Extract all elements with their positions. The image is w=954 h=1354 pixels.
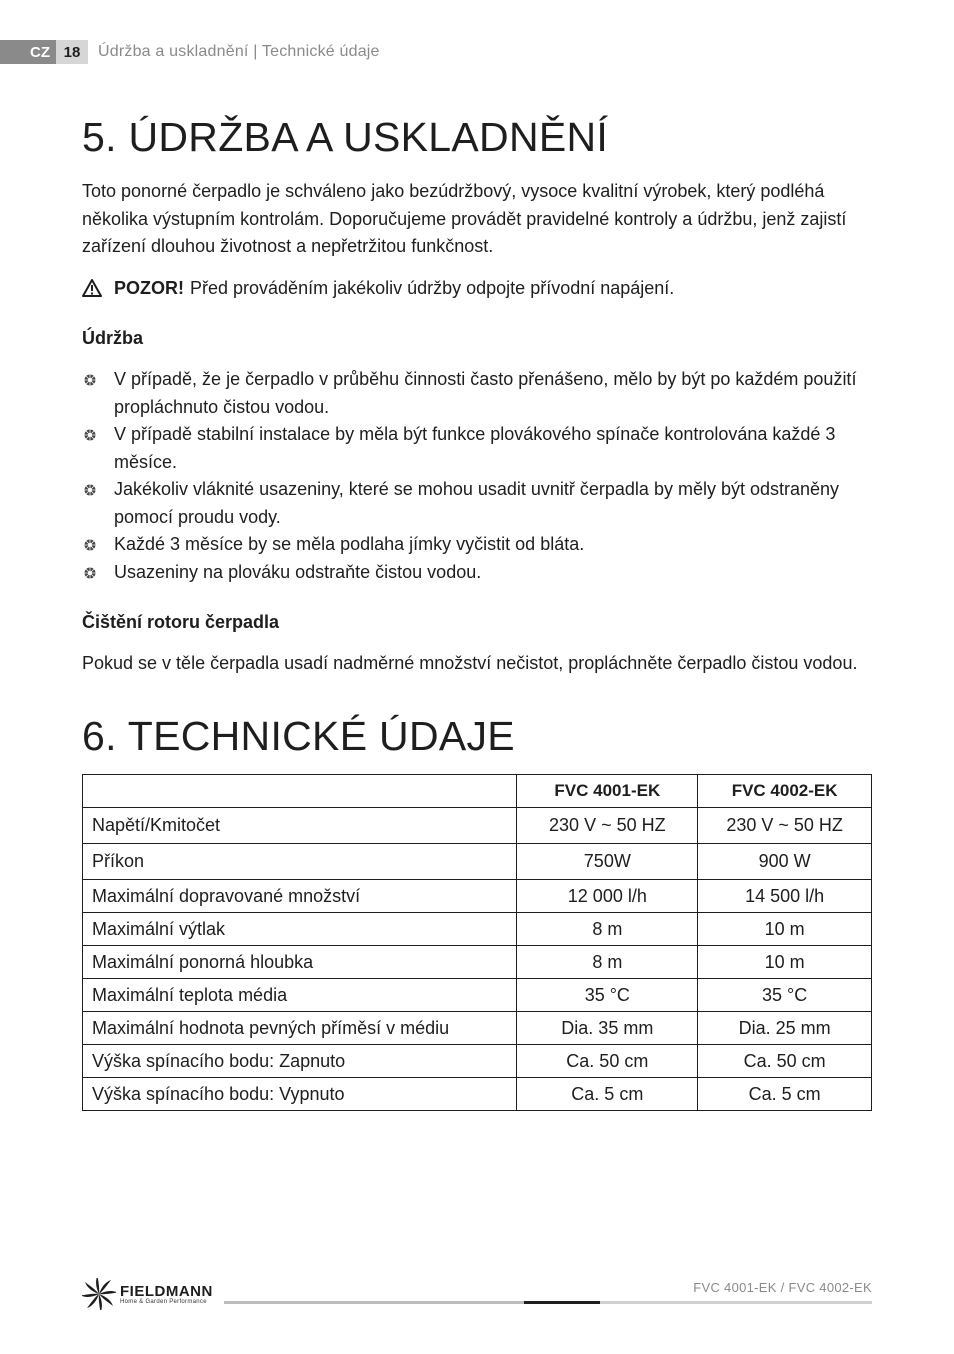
cleaning-text: Pokud se v těle čerpadla usadí nadměrné množství nečistot, propláchněte čerpadlo čistou vodou.: [82, 653, 858, 673]
table-header-cell: FVC 4002-EK: [698, 775, 872, 808]
section-5-title: 5. ÚDRŽBA A USKLADNĚNÍ: [82, 114, 609, 160]
warning-label: POZOR!: [114, 278, 184, 298]
flower-bullet-icon: [84, 484, 96, 496]
spec-value-4001: Dia. 35 mm: [517, 1012, 698, 1045]
list-item: [82, 531, 872, 559]
flower-bullet-icon: [84, 539, 96, 551]
spec-value-4001: Ca. 50 cm: [517, 1045, 698, 1078]
spec-value-4002: Ca. 50 cm: [698, 1045, 872, 1078]
spec-label: Výška spínacího bodu: Vypnuto: [83, 1078, 517, 1111]
table-header-cell: [83, 775, 517, 808]
table-row: [83, 946, 872, 979]
spec-label: Maximální ponorná hloubka: [83, 946, 517, 979]
table-row: [83, 844, 872, 880]
table-row: [83, 1045, 872, 1078]
running-title: Údržba a uskladnění | Technické údaje: [98, 43, 380, 60]
warning-text: Před prováděním jakékoliv údržby odpojte přívodní napájení.: [190, 278, 675, 298]
spec-value-4001: 230 V ~ 50 HZ: [517, 808, 698, 844]
maintenance-list: [82, 366, 872, 586]
spec-value-4001: 35 °C: [517, 979, 698, 1012]
spec-label: Maximální dopravované množství: [83, 880, 517, 913]
spec-value-4002: 900 W: [698, 844, 872, 880]
spec-value-4002: Ca. 5 cm: [698, 1078, 872, 1111]
flower-bullet-icon: [84, 567, 96, 579]
spec-label: Maximální hodnota pevných příměsí v médiu: [83, 1012, 517, 1045]
spec-value-4001: 8 m: [517, 913, 698, 946]
brand-name: FIELDMANN: [120, 1282, 213, 1300]
spec-value-4001: 8 m: [517, 946, 698, 979]
warning-triangle-icon: [82, 279, 102, 297]
list-item-text: Jakékoliv vláknité usazeniny, které se mohou usadit uvnitř čerpadla by měly být odstraněny pomocí proudu vody.: [114, 479, 840, 527]
table-header-row: [83, 775, 872, 808]
spec-value-4002: 14 500 l/h: [698, 880, 872, 913]
spec-value-4001: 750W: [517, 844, 698, 880]
spec-value-4001: Ca. 5 cm: [517, 1078, 698, 1111]
fieldmann-swirl-logo-icon: [82, 1278, 116, 1310]
table-row: [83, 1012, 872, 1045]
footer-rule-left: [224, 1301, 524, 1304]
spec-value-4002: Dia. 25 mm: [698, 1012, 872, 1045]
list-item: [82, 559, 872, 587]
footer-model: FVC 4001-EK / FVC 4002-EK: [693, 1280, 872, 1295]
spec-label: Maximální teplota média: [83, 979, 517, 1012]
flower-bullet-icon: [84, 374, 96, 386]
page-header: [0, 40, 380, 64]
section-5-intro: Toto ponorné čerpadlo je schváleno jako bezúdržbový, vysoce kvalitní výrobek, který podléhá několika výstupním kontrolám. Doporučujeme provádět pravidelné kontroly a údržbu, jenž zajistí zařízení dlouhou životnost a nepřetržitou funkčnost.: [82, 181, 847, 256]
spec-label: Maximální výtlak: [83, 913, 517, 946]
spec-label: Výška spínacího bodu: Zapnuto: [83, 1045, 517, 1078]
table-row: [83, 880, 872, 913]
list-item-text: Usazeniny na plováku odstraňte čistou vodou.: [114, 561, 482, 582]
maintenance-heading: Údržba: [82, 328, 144, 348]
spec-value-4002: 35 °C: [698, 979, 872, 1012]
table-row: [83, 808, 872, 844]
table-row: [83, 1078, 872, 1111]
brand-tagline: Home & Garden Performance: [120, 1298, 207, 1305]
list-item: [82, 476, 872, 531]
spec-label: Příkon: [83, 844, 517, 880]
list-item-text: V případě, že je čerpadlo v průběhu činnosti často přenášeno, mělo by být po každém použití propláchnuto čistou vodou.: [114, 369, 857, 417]
technical-specs-table: [82, 774, 872, 1111]
table-header-cell: FVC 4001-EK: [517, 775, 698, 808]
list-item-text: V případě stabilní instalace by měla být funkce plovákového spínače kontrolována každé 3 měsíce.: [114, 424, 836, 472]
table-row: [83, 913, 872, 946]
list-item: [82, 421, 872, 476]
list-item-text: Každé 3 měsíce by se měla podlaha jímky vyčistit od bláta.: [114, 534, 585, 554]
language-tag: CZ: [0, 40, 56, 64]
section-6-title: 6. TECHNICKÉ ÚDAJE: [82, 713, 515, 759]
spec-label: Napětí/Kmitočet: [83, 808, 517, 844]
spec-value-4001: 12 000 l/h: [517, 880, 698, 913]
list-item: [82, 366, 872, 421]
spec-value-4002: 10 m: [698, 946, 872, 979]
spec-value-4002: 230 V ~ 50 HZ: [698, 808, 872, 844]
page-number: 18: [56, 40, 88, 64]
spec-value-4002: 10 m: [698, 913, 872, 946]
table-row: [83, 979, 872, 1012]
warning-note: [82, 276, 674, 300]
brand-logo: [82, 1278, 213, 1310]
flower-bullet-icon: [84, 429, 96, 441]
footer-rule-right: [600, 1301, 872, 1304]
footer-rule-accent: [524, 1301, 600, 1304]
cleaning-heading: Čištění rotoru čerpadla: [82, 612, 280, 632]
